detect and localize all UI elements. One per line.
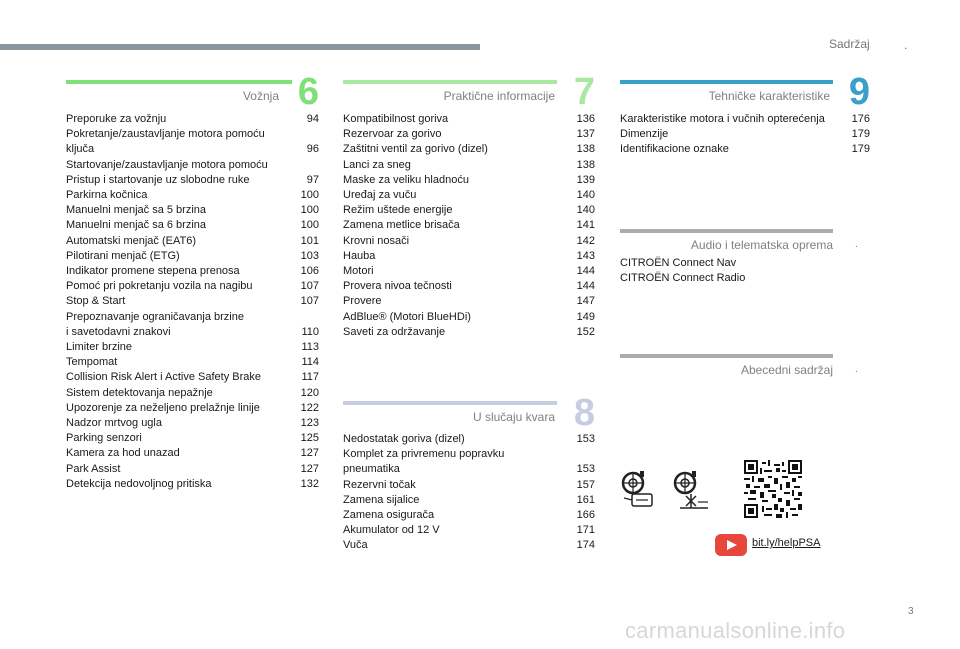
watermark: carmanualsonline.info xyxy=(625,618,846,643)
toc-entry[interactable] xyxy=(343,447,595,477)
toc-entry-page: 144 xyxy=(576,265,595,278)
toc-entry-page: 138 xyxy=(576,158,595,171)
toc-entry-page: 142 xyxy=(576,234,595,247)
toc-entry-page: 166 xyxy=(576,509,595,522)
toc-entry-page: 176 xyxy=(851,113,870,125)
toc-entry-page: 161 xyxy=(576,493,595,506)
toc-entry-page: 127 xyxy=(300,447,319,460)
header-dot: . xyxy=(904,38,908,52)
toc-entry[interactable] xyxy=(66,203,319,218)
toc-entry-page: 101 xyxy=(300,234,319,247)
toc-entry[interactable] xyxy=(343,173,595,188)
toc-entry-label: Sistem detektovanja nepažnje xyxy=(66,386,213,399)
toc-entry-label: Rezervni točak xyxy=(343,478,416,491)
toc-entry-label: Saveti za održavanje xyxy=(343,325,446,338)
section-bar xyxy=(620,80,833,84)
toc-entry-page: 136 xyxy=(576,113,595,125)
toc-entry-label: Akumulator od 12 V xyxy=(343,524,440,537)
toc-entry-label: AdBlue® (Motori BlueHDi) xyxy=(343,310,471,323)
toc-entry[interactable] xyxy=(343,279,595,294)
toc-entry-label: Kamera za hod unazad xyxy=(66,447,180,460)
section-title: Vožnja xyxy=(242,89,279,103)
toc-entry-label: Kompatibilnost goriva xyxy=(343,113,449,125)
toc-entry-page: 122 xyxy=(300,401,319,414)
toc-entry-page: 143 xyxy=(576,249,595,262)
toc-entry[interactable] xyxy=(66,431,319,446)
toc-entry[interactable] xyxy=(66,158,319,188)
toc-entry-page: 153 xyxy=(576,463,595,476)
tire-kit-icon xyxy=(620,470,660,517)
toc-list xyxy=(620,112,870,158)
toc-entry-label: Identifikacione oznake xyxy=(620,143,729,156)
toc-list xyxy=(343,112,595,340)
toc-entry-page: 123 xyxy=(300,417,319,430)
toc-entry-page: 179 xyxy=(851,143,870,156)
list-item: CITROËN Connect Nav xyxy=(620,257,737,269)
toc-entry[interactable] xyxy=(343,203,595,218)
toc-entry-page: 174 xyxy=(576,539,595,552)
toc-entry-page: 140 xyxy=(576,189,595,202)
toc-entry-label: Provera nivoa tečnosti xyxy=(343,280,452,293)
section-title: Tehničke karakteristike xyxy=(708,89,830,103)
toc-entry[interactable] xyxy=(66,264,319,279)
toc-entry-label: Manuelni menjač sa 6 brzina xyxy=(66,219,207,232)
toc-entry[interactable] xyxy=(66,370,319,385)
toc-entry[interactable] xyxy=(343,158,595,173)
toc-entry-label: Zaštitni ventil za gorivo (dizel) xyxy=(343,143,488,156)
toc-entry[interactable] xyxy=(343,127,595,142)
qr-code-icon[interactable] xyxy=(744,460,802,523)
toc-entry[interactable] xyxy=(343,294,595,309)
toc-entry-label: Limiter brzine xyxy=(66,341,133,354)
toc-entry-page: 140 xyxy=(576,204,595,217)
toc-entry-label: Pilotirani menjač (ETG) xyxy=(66,249,180,262)
toc-entry[interactable] xyxy=(343,142,595,157)
toc-entry[interactable] xyxy=(343,249,595,264)
toc-entry[interactable] xyxy=(343,538,595,553)
toc-entry-label: Režim uštede energije xyxy=(343,204,453,217)
toc-entry-page: 114 xyxy=(301,356,319,369)
section-number: 7 xyxy=(573,71,595,113)
toc-entry[interactable] xyxy=(66,446,319,461)
toc-entry[interactable] xyxy=(66,294,319,309)
toc-entry-page: 94 xyxy=(306,113,319,125)
toc-entry[interactable] xyxy=(66,416,319,431)
toc-entry-page: 153 xyxy=(576,433,595,445)
toc-entry-label: Nadzor mrtvog ugla xyxy=(66,417,162,430)
toc-entry-page: 100 xyxy=(300,204,319,217)
header-bar xyxy=(0,44,480,50)
toc-entry[interactable] xyxy=(343,218,595,233)
toc-entry-page: 179 xyxy=(851,128,870,141)
toc-entry-page: 103 xyxy=(300,249,319,262)
toc-entry[interactable] xyxy=(66,279,319,294)
toc-entry-label: Nedostatak goriva (dizel) xyxy=(343,433,465,445)
toc-entry[interactable] xyxy=(66,386,319,401)
toc-entry[interactable] xyxy=(66,340,319,355)
toc-entry[interactable] xyxy=(620,112,870,127)
toc-entry-label: Prepoznavanje ograničavanja brzine i savetodavni znakovi xyxy=(66,310,244,338)
toc-entry-page: 152 xyxy=(576,325,595,338)
list-item: CITROËN Connect Radio xyxy=(620,272,746,285)
toc-entry[interactable] xyxy=(620,127,870,142)
toc-entry-page: 171 xyxy=(576,524,595,537)
toc-entry-page: 117 xyxy=(301,371,319,384)
toc-entry-page: 96 xyxy=(306,143,319,156)
toc-entry-page: 149 xyxy=(576,310,595,323)
section-number: 6 xyxy=(297,71,319,113)
toc-entry[interactable] xyxy=(343,310,595,325)
section-bar xyxy=(620,354,833,358)
toc-entry[interactable] xyxy=(66,462,319,477)
toc-entry-label: Stop & Start xyxy=(66,295,126,308)
toc-entry-label: Uređaj za vuču xyxy=(343,189,417,202)
section-bar xyxy=(343,401,557,405)
toc-entry-label: Indikator promene stepena prenosa xyxy=(66,265,240,278)
toc-entry-label: Preporuke za vožnju xyxy=(66,113,167,125)
toc-entry-page: 139 xyxy=(576,173,595,186)
toc-entry-label: Dimenzije xyxy=(620,128,669,141)
toc-entry[interactable] xyxy=(66,477,319,492)
toc-entry-page: 113 xyxy=(301,341,319,354)
toc-list xyxy=(343,432,595,554)
toc-entry-label: Detekcija nedovoljnog pritiska xyxy=(66,477,212,490)
toc-entry-label: Pokretanje/zaustavljanje motora pomoću ključa xyxy=(66,128,265,156)
toc-entry[interactable] xyxy=(66,234,319,249)
page-number: 3 xyxy=(908,606,914,617)
toc-entry-page: 107 xyxy=(300,295,319,308)
toc-entry[interactable] xyxy=(343,432,595,447)
toc-entry-label: Park Assist xyxy=(66,462,121,475)
toc-entry-page: 97 xyxy=(306,173,319,186)
toc-entry-label: Motori xyxy=(343,265,374,278)
section-bar xyxy=(343,80,557,84)
toc-entry-page: 100 xyxy=(300,219,319,232)
toc-entry-label: Automatski menjač (EAT6) xyxy=(66,234,197,247)
audio-dot: . xyxy=(855,239,858,250)
toc-entry-page: 132 xyxy=(300,477,319,490)
toc-entry-label: Parking senzori xyxy=(66,432,142,445)
toc-entry[interactable] xyxy=(66,112,319,127)
toc-entry-page: 137 xyxy=(576,128,595,141)
toc-entry-page: 127 xyxy=(300,462,319,475)
toc-entry[interactable] xyxy=(343,264,595,279)
toc-entry[interactable] xyxy=(343,523,595,538)
toc-entry-page: 120 xyxy=(300,386,319,399)
section-bar xyxy=(66,80,292,84)
toc-entry-label: Zamena sijalice xyxy=(343,493,420,506)
play-icon[interactable] xyxy=(715,534,747,556)
section-number: 9 xyxy=(848,71,870,113)
toc-entry[interactable] xyxy=(620,142,870,157)
toc-entry-label: Manuelni menjač sa 5 brzina xyxy=(66,204,207,217)
page-header-title: Sadržaj xyxy=(829,37,870,51)
toc-entry-label: Rezervoar za gorivo xyxy=(343,128,442,141)
toc-entry-page: 144 xyxy=(576,280,595,293)
section-bar xyxy=(620,229,833,233)
help-link[interactable]: bit.ly/helpPSA xyxy=(752,537,821,549)
toc-entry-page: 147 xyxy=(576,295,595,308)
toc-entry-label: Karakteristike motora i vučnih opterećenja xyxy=(620,113,825,125)
toc-entry[interactable] xyxy=(66,188,319,203)
section-title: Abecedni sadržaj xyxy=(740,363,833,377)
toc-entry-label: Collision Risk Alert i Active Safety Brake xyxy=(66,371,262,384)
toc-entry[interactable] xyxy=(66,127,319,157)
toc-entry[interactable] xyxy=(343,493,595,508)
toc-entry[interactable] xyxy=(343,508,595,523)
toc-entry[interactable] xyxy=(66,310,319,340)
toc-entry-page: 110 xyxy=(301,325,319,338)
toc-entry-label: Maske za veliku hladnoću xyxy=(343,173,469,186)
section-number: 8 xyxy=(573,392,595,434)
toc-entry-page: 100 xyxy=(300,189,319,202)
toc-entry-page: 107 xyxy=(300,280,319,293)
section-title: U slučaju kvara xyxy=(472,410,555,424)
section-title: Praktične informacije xyxy=(443,89,555,103)
toc-entry[interactable] xyxy=(343,478,595,493)
toc-entry[interactable] xyxy=(343,188,595,203)
toc-entry-label: Vuča xyxy=(343,539,368,552)
toc-entry-label: Pomoć pri pokretanju vozila na nagibu xyxy=(66,280,253,293)
toc-entry[interactable] xyxy=(66,401,319,416)
toc-entry-label: Zamena metlice brisača xyxy=(343,219,460,232)
toc-entry-label: Upozorenje za neželjeno prelažnje linije xyxy=(66,401,260,414)
toc-entry-label: Provere xyxy=(343,295,382,308)
toc-entry-label: Tempomat xyxy=(66,356,118,369)
toc-entry[interactable] xyxy=(343,325,595,340)
toc-entry-label: Hauba xyxy=(343,249,376,262)
toc-entry-label: Parkirna kočnica xyxy=(66,189,148,202)
toc-entry[interactable] xyxy=(66,249,319,264)
toc-entry-page: 141 xyxy=(576,219,595,232)
toc-entry[interactable] xyxy=(66,218,319,233)
toc-entry[interactable] xyxy=(343,234,595,249)
toc-entry-label: Lanci za sneg xyxy=(343,158,411,171)
toc-entry[interactable] xyxy=(343,112,595,127)
toc-list xyxy=(66,112,319,492)
toc-entry-label: Krovni nosači xyxy=(343,234,410,247)
toc-entry-page: 138 xyxy=(576,143,595,156)
toc-entry-label: Zamena osigurača xyxy=(343,509,435,522)
toc-entry-page: 157 xyxy=(576,478,595,491)
section-title: Audio i telematska oprema xyxy=(690,238,833,252)
index-dot: . xyxy=(855,364,858,375)
toc-entry-page: 125 xyxy=(300,432,319,445)
toc-entry[interactable] xyxy=(66,355,319,370)
jack-icon xyxy=(672,470,714,517)
toc-entry-page: 106 xyxy=(300,265,319,278)
toc-entry-label: Startovanje/zaustavljanje motora pomoću Pristup i startovanje uz slobodne ruke xyxy=(66,158,268,186)
audio-list xyxy=(620,256,833,286)
toc-entry-label: Komplet za privremenu popravku pneumatika xyxy=(343,448,505,476)
